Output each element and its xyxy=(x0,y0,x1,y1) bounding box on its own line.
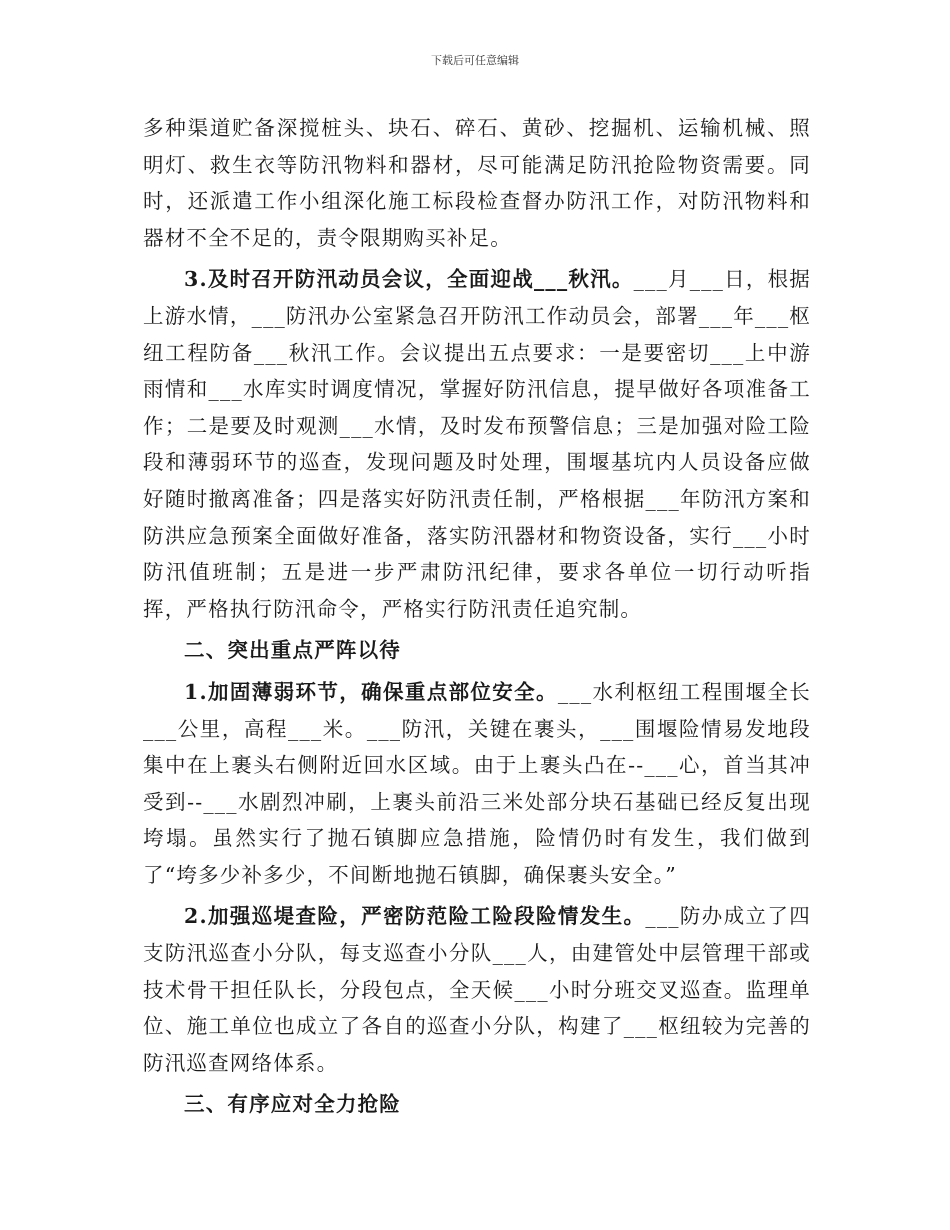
paragraph xyxy=(143,674,811,894)
paragraph xyxy=(143,261,811,627)
paragraph-text: ___月___日，根据上游水情，___防汛办公室紧急召开防汛工作动员会，部署___年___枢纽工程防备___秋汛工作。会议提出五点要求：一是要密切___上中游雨情和___水库实时调度情况，掌握好防汛信息，提早做好各项准备工作；二是要及时观测___水情，及时发布预警信息；三是加强对险工险段和薄弱环节的巡查，发现问题及时处理，围堰基坑内人员设备应做好随时撤离准备；四是落实好防汛责任制，严格根据___年防汛方案和防洪应急预案全面做好准备，落实防汛器材和物资设备，实行___小时防汛值班制；五是进一步严肃防汛纪律，要求各单位一切行动听指挥，严格执行防汛命令，严格实行防汛责任追究制。 xyxy=(143,267,812,621)
paragraph-text: ___防办成立了四支防汛巡查小分队，每支巡查小分队___人，由建管处中层管理干部或技术骨干担任队长，分段包点，全天候___小时分班交叉巡查。监理单位、施工单位也成立了各自的巡查小分队，构建了___枢纽较为完善的防汛巡查网络体系。 xyxy=(143,904,811,1075)
section-heading: 三、有序应对全力抢险 xyxy=(184,1092,401,1117)
paragraph-lead: 1.加固薄弱环节，确保重点部位安全。 xyxy=(184,679,558,704)
paragraph-lead: 2.加强巡堤查险，严密防范险工险段险情发生。 xyxy=(184,904,646,929)
document-body xyxy=(143,110,811,1128)
section-heading: 二、突出重点严阵以待 xyxy=(184,638,401,663)
page-header: 下载后可任意编辑 xyxy=(431,54,519,67)
paragraph: 多种渠道贮备深搅桩头、块石、碎石、黄砂、挖掘机、运输机械、照明灯、救生衣等防汛物料和器材，尽可能满足防汛抢险物资需要。同时，还派遣工作小组深化施工标段检查督办防汛工作，对防汛物料和器材不全不足的，责令限期购买补足。 xyxy=(143,116,811,250)
paragraph-text: ___水利枢纽工程围堰全长___公里，高程___米。___防汛，关键在裹头，___围堰险情易发地段集中在上裹头右侧附近回水区域。由于上裹头凸在--___心，首当其冲受到--___水剧烈冲刷，上裹头前沿三米处部分块石基础已经反复出现垮塌。虽然实行了抛石镇脚应急措施，险情仍时有发生，我们做到了“垮多少补多少，不间断地抛石镇脚，确保裹头安全。” xyxy=(143,679,811,887)
paragraph-lead: 3.及时召开防汛动员会议，全面迎战___秋汛。 xyxy=(184,267,634,292)
paragraph xyxy=(143,898,811,1081)
